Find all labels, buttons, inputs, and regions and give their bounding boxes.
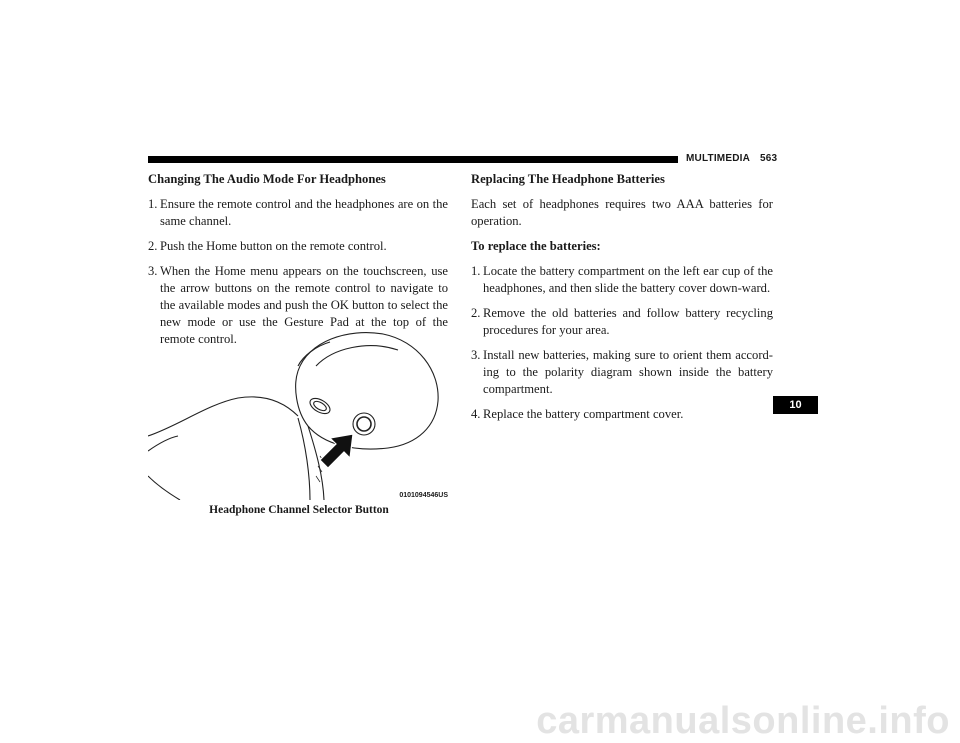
section-title: MULTIMEDIA: [686, 153, 751, 164]
list-item: [148, 238, 448, 255]
step-text: Install new batteries, making sure to orient them accord-ing to the polarity diagram shown inside the battery compartment.: [483, 348, 773, 396]
step-text: Locate the battery compartment on the left ear cup of the headphones, and then slide the battery cover down-ward.: [483, 264, 773, 295]
list-item: [471, 347, 773, 398]
watermark-text: carmanualsonline.info: [536, 700, 950, 742]
step-number: 3.: [471, 348, 481, 362]
step-number: 4.: [471, 407, 481, 421]
left-heading: Changing The Audio Mode For Headphones: [148, 172, 386, 186]
chapter-tab: 10: [773, 396, 818, 414]
step-text: Push the Home button on the remote control.: [160, 239, 387, 253]
step-number: 2.: [471, 306, 481, 320]
subheading: To replace the batteries:: [471, 239, 601, 253]
step-number: 3.: [148, 264, 158, 278]
list-item: [148, 196, 448, 230]
step-text: Remove the old batteries and follow battery recycling procedures for your area.: [483, 306, 773, 337]
headphone-figure: [148, 326, 450, 500]
right-heading: Replacing The Headphone Batteries: [471, 172, 665, 186]
step-number: 1.: [471, 264, 481, 278]
step-text: Replace the battery compartment cover.: [483, 407, 684, 421]
right-column: [471, 171, 773, 431]
step-number: 1.: [148, 197, 158, 211]
running-header: [686, 153, 777, 164]
step-text: Ensure the remote control and the headphones are on the same channel.: [160, 197, 448, 228]
list-item: [471, 406, 773, 423]
figure-id: 0101094546US: [399, 492, 448, 499]
step-number: 2.: [148, 239, 158, 253]
intro-paragraph: Each set of headphones requires two AAA batteries for operation.: [471, 197, 773, 228]
figure-caption: Headphone Channel Selector Button: [209, 504, 389, 516]
header-rule: [148, 156, 678, 163]
list-item: [471, 305, 773, 339]
page-number: 563: [760, 153, 778, 164]
right-steps: [471, 263, 773, 423]
step-text: When the Home menu appears on the touchscreen, use the arrow buttons on the remote control to navigate to the available modes and push the OK button to select the new mode or use the Gesture Pad at the top of the remote control.: [160, 264, 448, 346]
headphone-illustration: [148, 326, 450, 500]
list-item: [471, 263, 773, 297]
